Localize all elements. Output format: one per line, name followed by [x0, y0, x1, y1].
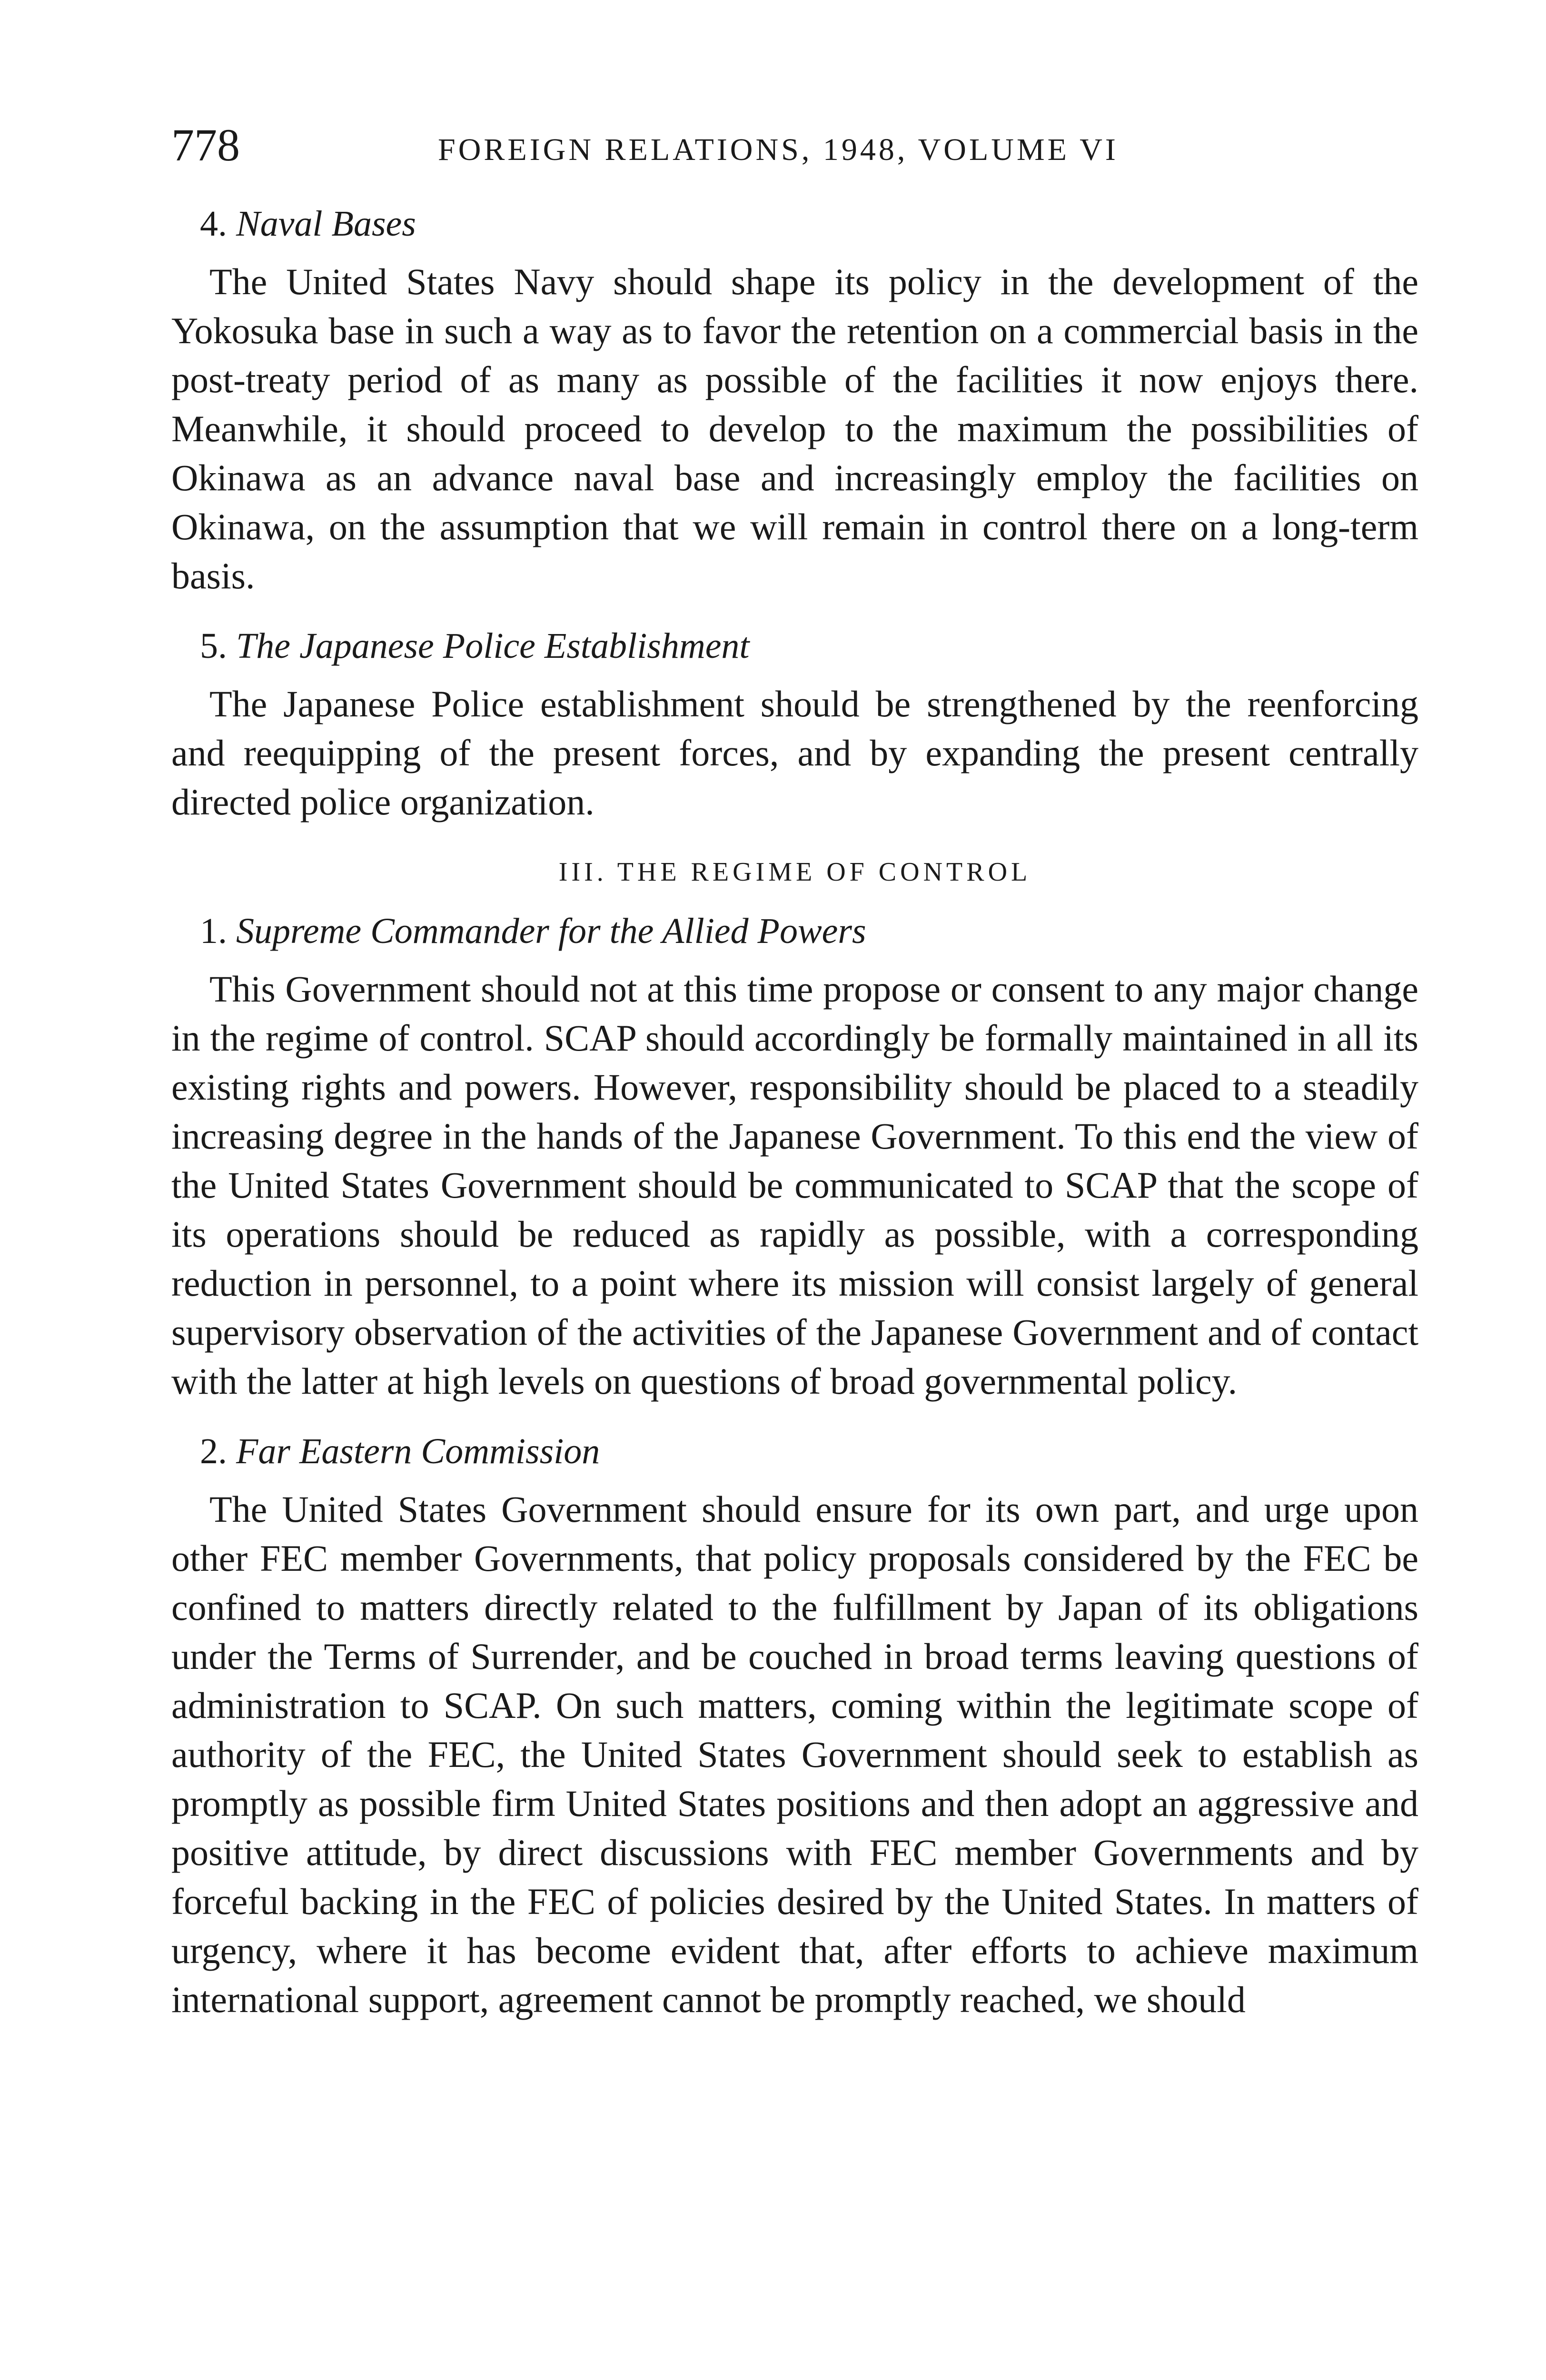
running-head: FOREIGN RELATIONS, 1948, VOLUME VI [438, 132, 1119, 167]
section-heading-police [200, 622, 1418, 670]
section-heading-fec [200, 1428, 1418, 1475]
section-title: The Japanese Police Establishment [236, 626, 750, 666]
section-heading-scap [200, 907, 1418, 955]
section-title: Supreme Commander for the Allied Powers [236, 911, 866, 951]
part-heading-regime-of-control: III. THE REGIME OF CONTROL [558, 857, 1031, 887]
section-number: 2. [200, 1431, 227, 1471]
page-header [171, 114, 1409, 176]
section-title: Naval Bases [236, 204, 416, 244]
section-number: 5. [200, 626, 227, 666]
paragraph-police: The Japanese Police establishment should be strengthened by the reenforcing and reequipping of the present forces, and by expanding the present centrally directed police organization. [171, 683, 1418, 823]
paragraph-fec: The United States Government should ensure for its own part, and urge upon other FEC member Governments, that policy proposals considered by the FEC be confined to matters directly related to the fulfillment by Japan of its obligations under the Terms of Surrender, and be couched in broad terms leaving questions of administration to SCAP. On such matters, coming within the legitimate scope of authority of the FEC, the United States Government should seek to establish as promptly as possible firm United States positions and then adopt an aggressive and positive attitude, by direct discussions with FEC member Governments and by forceful backing in the FEC of policies desired by the United States. In matters of urgency, where it has become evident that, after efforts to achieve maximum international support, agreement cannot be promptly reached, we should [171, 1488, 1418, 2020]
section-title: Far Eastern Commission [236, 1431, 600, 1471]
paragraph-naval-bases: The United States Navy should shape its policy in the development of the Yokosuka base in such a way as to favor the retention on a commercial basis in the post-treaty period of as many as possible of the facilities it now enjoys there. Meanwhile, it should proceed to develop to the maximum the possibilities of Okinawa as an advance naval base and increasingly employ the facilities on Okinawa, on the assumption that we will remain in control there on a long-term basis. [171, 261, 1418, 596]
page-number: 778 [171, 119, 240, 170]
section-heading-naval-bases [200, 200, 1418, 248]
paragraph-scap: This Government should not at this time propose or consent to any major change in the regime of control. SCAP should accordingly be formally maintained in all its existing rights and powers. However, responsibility should be placed to a steadily increasing degree in the hands of the Japanese Government. To this end the view of the United States Government should be communicated to SCAP that the scope of its operations should be reduced as rapidly as possible, with a corresponding reduction in personnel, to a point where its mission will consist largely of general supervisory observation of the activities of the Japanese Government and of contact with the latter at high levels on questions of broad governmental policy. [171, 968, 1418, 1402]
page-body [171, 200, 1418, 2046]
section-number: 1. [200, 911, 227, 951]
section-number: 4. [200, 204, 227, 244]
